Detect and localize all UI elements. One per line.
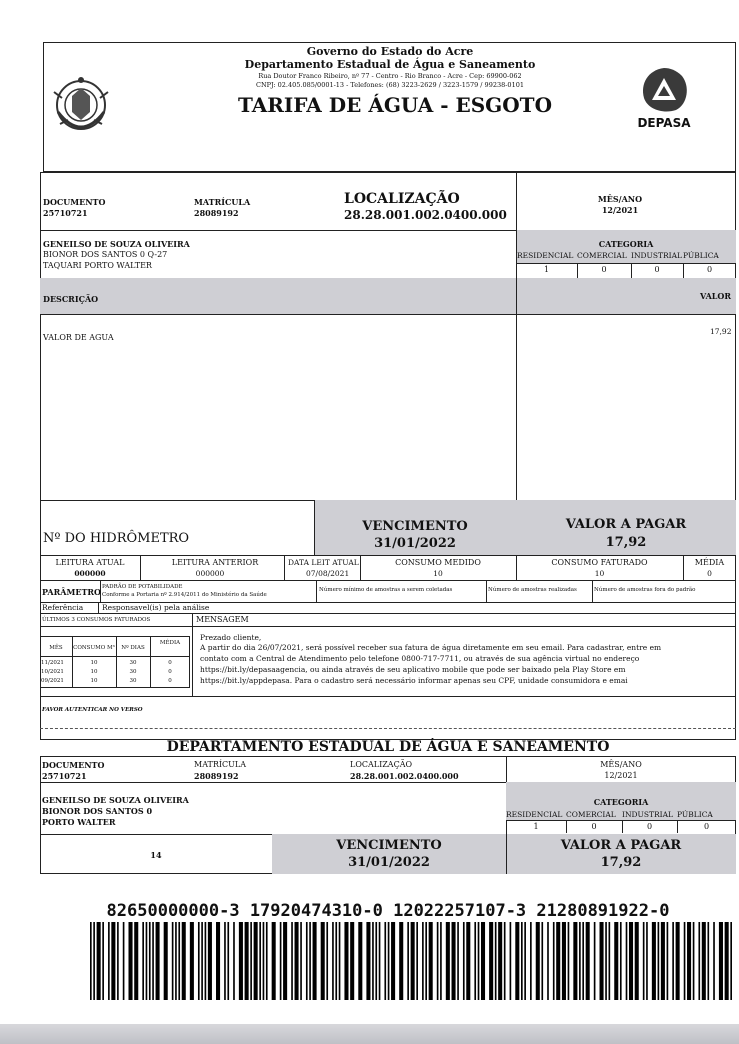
stub-title: DEPARTAMENTO ESTADUAL DE ÁGUA E SANEAMENTO [166,739,610,755]
barcode-bar [614,922,618,1000]
categoria-value-publica: 0 [706,265,713,274]
stub-mesano-label: MÊS/ANO [600,760,642,769]
stub-matricula-label: MATRÍCULA [194,760,247,769]
barcode-bar [504,922,506,1000]
barcode-bar [620,922,622,1000]
barcode-bar [635,922,639,1000]
vencimento-value: 31/01/2022 [374,536,456,551]
barcode-bar [321,922,325,1000]
barcode-bar [111,922,115,1000]
barcode-bar [198,922,200,1000]
consumo-faturado-value: 10 [594,569,605,578]
stub-customer-name: GENEILSO DE SOUZA OLIVEIRA [42,795,189,805]
descricao-label: DESCRIÇÃO [43,294,99,304]
vencimento-label: VENCIMENTO [362,519,468,534]
barcode-bar [661,922,665,1000]
barcode-bar [719,922,723,1000]
dept-title: Departamento Estadual de Água e Saneamento [244,58,536,71]
barcode-bar [375,922,377,1000]
stub-cat-industrial: INDUSTRIAL [622,810,674,819]
barcode-bar [440,922,442,1000]
barcode-bar [291,922,293,1000]
gov-title: Governo do Estado do Acre [306,45,474,58]
barcode-bar [205,922,207,1000]
dept-cnpj: CNPJ: 02.405.085/0001-13 - Telefones: (68) 3223-2629 / 3223-1579 / 99238-0101 [256,81,524,89]
barcode-bar [672,922,674,1000]
barcode-bar [562,922,566,1000]
customer-address: BIONOR DOS SANTOS 0 Q-27 [43,250,168,259]
barcode-bar [446,922,450,1000]
historico-header-dias: Nº DIAS [121,645,145,651]
barcode-bar [350,922,354,1000]
barcode-bar [227,922,229,1000]
barcode-bar [339,922,341,1000]
categoria-value-industrial: 0 [654,265,660,274]
barcode-bar [309,922,311,1000]
mensagem-line-2: A partir do dia 26/07/2021, será possível receber sua fatura de água diretamente em seu email. Para cadastrar, entre em [200,643,662,652]
consumo-medido-value: 10 [433,569,443,578]
barcode-bar [481,922,485,1000]
barcode-bar [466,922,470,1000]
barcode-bar [201,922,203,1000]
stub-localizacao-value: 28.28.001.002.0400.000 [350,771,459,781]
valor-label: VALOR [700,291,732,301]
data-leitura-label: DATA LEIT ATUAL [288,558,359,567]
barcode-bar [416,922,418,1000]
parametro-col1: Número mínimo de amostras a serem coletadas [319,587,453,593]
barcode-bar [190,922,194,1000]
parametro-line2: Conforme a Portaria nº 2.914/2011 do Ministério da Saúde [102,592,267,598]
historico-row-1-dias: 30 [129,660,137,666]
barcode-bar [164,922,168,1000]
categoria-value-residencial: 1 [543,265,550,274]
stub-cat-value-residencial: 1 [533,822,539,831]
parametro-label: PARÂMETRO [42,587,102,597]
barcode-bar [643,922,645,1000]
barcode-bar [90,922,92,1000]
barcode-bar [326,922,328,1000]
stub-cat-comercial: COMERCIAL [566,810,616,819]
barcode-bar [146,922,148,1000]
leitura-atual-label: LEITURA ATUAL [55,558,125,567]
categoria-header-industrial: INDUSTRIAL [631,251,683,260]
barcode-bar [676,922,680,1000]
barcode-bar [658,922,660,1000]
barcode-bar [379,922,381,1000]
historico-header-consumo: CONSUMO M³ [73,645,115,651]
barcode-bar [541,922,543,1000]
barcode-bar [216,922,220,1000]
barcode-bar [178,922,180,1000]
matricula-label: MATRÍCULA [194,197,251,207]
stub-customer-city: PORTO WALTER [42,817,116,827]
barcode-bar [687,922,691,1000]
barcode-bar [725,922,729,1000]
historico-title: ÚLTIMOS 3 CONSUMOS FATURADOS [42,617,151,623]
barcode-bar [233,922,235,1000]
stub-cat-value-comercial: 0 [591,822,597,831]
barcode-bar [573,922,577,1000]
barcode-bar [707,922,709,1000]
mensagem-line-5: https://bit.ly/appdepasa. Para o cadastro será necessário informar apenas seu CPF, unidade consumidora e emai [200,676,628,685]
leitura-atual-value: 000000 [74,569,106,578]
stub-localizacao-label: LOCALIZAÇÃO [350,760,413,769]
barcode-bar [609,922,611,1000]
barcode-bar [684,922,686,1000]
customer-city: TAQUARI PORTO WALTER [43,261,152,270]
barcode-bar [306,922,308,1000]
stub-cat-publica: PÚBLICA [677,810,713,819]
stub-valor-value: 17,92 [600,855,642,870]
barcode-bar [313,922,317,1000]
barcode-bar [245,922,249,1000]
categoria-label: CATEGORIA [598,239,654,249]
parametro-col3: Número de amostras fora do padrão [594,587,696,593]
stub-categoria-label: CATEGORIA [593,797,649,807]
barcode-bar [263,922,265,1000]
stub-vencimento-value: 31/01/2022 [348,855,430,870]
barcode-bar [384,922,386,1000]
dept-address: Rua Doutor Franco Ribeiro, nº 77 - Centro - Rio Branco - Acre - Cep: 69900-062 [258,72,522,80]
barcode-bar [411,922,415,1000]
historico-row-1-mes: 11/2021 [41,660,64,666]
barcode-bar [372,922,374,1000]
matricula-value: 28089192 [194,208,239,218]
leitura-anterior-value: 000000 [195,569,225,578]
depasa-logo [636,66,692,116]
depasa-logo-text: DEPASA [637,116,691,130]
stub-cat-value-industrial: 0 [646,822,653,831]
mensagem-label: MENSAGEM [196,615,249,624]
documento-label: DOCUMENTO [43,197,106,207]
barcode-bar [553,922,555,1000]
barcode-bar [702,922,706,1000]
leitura-anterior-label: LEITURA ANTERIOR [171,558,259,567]
historico-header-mes: MÊS [49,645,63,651]
barcode-bar [489,922,493,1000]
barcode-bar [568,922,570,1000]
barcode-bar [332,922,334,1000]
barcode-bar [224,922,226,1000]
barcode-bar [495,922,497,1000]
mensagem-line-1: Prezado cliente, [200,633,262,642]
barcode-bar [102,922,104,1000]
mensagem-line-4: https://bit.ly/depasaagencia, ou ainda através de seu aplicativo mobile que pode ser baixado pela Play Store em [200,665,626,674]
barcode-bar [425,922,427,1000]
categoria-header-comercial: COMERCIAL [577,251,627,260]
valor-pagar-label: VALOR A PAGAR [565,517,687,532]
barcode-bar [629,922,633,1000]
barcode-bar [295,922,299,1000]
customer-name: GENEILSO DE SOUZA OLIVEIRA [43,239,190,249]
barcode-bar [300,922,302,1000]
barcode-bar [250,922,252,1000]
barcode-bar [463,922,465,1000]
localizacao-value: 28.28.001.002.0400.000 [344,208,507,222]
barcode-bar [128,922,132,1000]
stub-mesano-value: 12/2021 [604,771,638,780]
barcode-bar [175,922,177,1000]
barcode-bar [239,922,243,1000]
barcode-bar [536,922,540,1000]
barcode-bar [713,922,715,1000]
historico-row-1-consumo: 10 [90,660,98,666]
cut-line [40,728,736,729]
categoria-value-comercial: 0 [601,265,607,274]
barcode-bar [283,922,287,1000]
barcode-bar [521,922,523,1000]
barcode-bar [123,922,125,1000]
barcode-bar [117,922,119,1000]
stub-valor-label: VALOR A PAGAR [560,838,682,853]
valor-pagar-value: 17,92 [605,535,647,550]
barcode-bar [498,922,502,1000]
stub-customer-address: BIONOR DOS SANTOS 0 [42,806,153,816]
historico-row-3-media: 0 [168,678,172,684]
barcode-bar [208,922,212,1000]
barcode-bar [474,922,476,1000]
barcode-bar [478,922,480,1000]
barcode-bar [97,922,101,1000]
barcode-bar [730,922,732,1000]
barcode-bar [134,922,138,1000]
stub-documento-value: 25710721 [42,771,87,781]
barcode-bar [344,922,348,1000]
barcode-bar [399,922,403,1000]
referencia-value: Responsavel(is) pela análise [102,603,210,612]
barcode-bar [510,922,512,1000]
historico-header-media: MÉDIA [159,640,181,646]
stub-cat-value-publica: 0 [703,822,710,831]
barcode-bar [579,922,581,1000]
stub-matricula-value: 28089192 [194,771,239,781]
mesano-value: 12/2021 [601,205,639,215]
barcode-bar [698,922,700,1000]
barcode-bar [605,922,607,1000]
historico-row-2-mes: 10/2021 [41,669,64,675]
barcode-bar [254,922,258,1000]
barcode-bar [547,922,549,1000]
barcode-bar [152,922,154,1000]
barcode-bar [93,922,95,1000]
historico-row-3-consumo: 10 [90,678,98,684]
barcode [90,922,732,1000]
mensagem-line-3: contato com a Central de Atendimento pelo telefone 0800-717-7711, ou através de sua agência virtual no endereço [200,654,640,663]
barcode-bar [358,922,362,1000]
descricao-header [40,278,736,314]
barcode-bar [108,922,110,1000]
barcode-bar [530,922,532,1000]
barcode-bar [693,922,695,1000]
stub-cat-residencial: RESIDENCIAL [506,810,563,819]
historico-row-2-dias: 30 [129,669,137,675]
documento-value: 25710721 [43,208,88,218]
barcode-bar [422,922,424,1000]
barcode-bar [600,922,604,1000]
barcode-bar [272,922,276,1000]
historico-row-2-media: 0 [168,669,172,675]
categoria-header-publica: PÚBLICA [683,251,719,260]
media-label: MÉDIA [694,558,725,567]
data-leitura-value: 07/08/2021 [306,569,350,578]
historico-row-3-dias: 30 [129,678,137,684]
item-description: VALOR DE AGUA [43,333,114,342]
barcode-bar [437,922,439,1000]
media-value: 0 [707,569,712,578]
historico-row-3-mes: 09/2021 [41,678,64,684]
barcode-bar [335,922,337,1000]
barcode-bar [149,922,151,1000]
barcode-bar [626,922,628,1000]
localizacao-label: LOCALIZAÇÃO [344,191,460,207]
mesano-label: MÊS/ANO [597,194,643,204]
hidrometro-label: Nº DO HIDRÔMETRO [43,531,190,546]
historico-row-2-consumo: 10 [90,669,98,675]
barcode-bar [586,922,590,1000]
barcode-bar [266,922,268,1000]
photo-bottom-edge [0,1024,739,1044]
barcode-bar [429,922,433,1000]
barcode-bar [172,922,174,1000]
barcode-bar [452,922,456,1000]
bill-title: TARIFA DE ÁGUA - ESGOTO [237,93,552,117]
stub-documento-label: DOCUMENTO [42,760,105,770]
barcode-digits: 82650000000-3 17920474310-0 12022257107-3 21280891922-0 [106,901,670,921]
barcode-bar [457,922,459,1000]
barcode-bar [366,922,370,1000]
stub-vencimento-label: VENCIMENTO [336,838,442,853]
barcode-bar [182,922,186,1000]
referencia-label: Referência [42,603,84,612]
barcode-bar [156,922,160,1000]
parametro-col2: Número de amostras realizadas [488,587,577,593]
stub-route: 14 [150,850,162,860]
barcode-bar [524,922,526,1000]
barcode-bar [259,922,261,1000]
barcode-bar [667,922,669,1000]
barcode-bar [556,922,560,1000]
barcode-bar [391,922,395,1000]
consumo-medido-label: CONSUMO MEDIDO [395,558,481,567]
barcode-bar [646,922,648,1000]
barcode-bar [280,922,282,1000]
barcode-bar [652,922,656,1000]
categoria-header-residencial: RESIDENCIAL [517,251,574,260]
parametro-line1: PADRÃO DE POTABILIDADE [102,584,183,590]
barcode-bar [142,922,144,1000]
barcode-bar [582,922,584,1000]
barcode-bar [388,922,390,1000]
barcode-bar [515,922,519,1000]
barcode-bar [594,922,596,1000]
barcode-bar [407,922,409,1000]
state-coat-of-arms [50,72,112,142]
consumo-faturado-label: CONSUMO FATURADO [551,558,648,567]
autenticar-note: FAVOR AUTENTICAR NO VERSO [42,707,143,713]
item-value: 17,92 [710,327,732,336]
historico-row-1-media: 0 [168,660,172,666]
